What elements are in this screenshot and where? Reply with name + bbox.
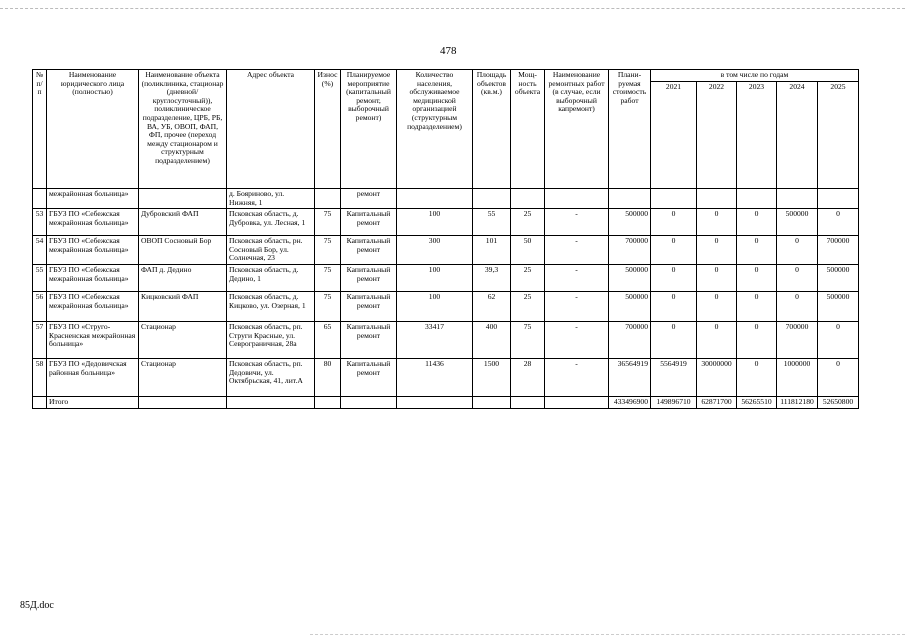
cell-wear: 75 xyxy=(315,236,341,265)
cell-2024: 500000 xyxy=(777,209,818,236)
cell-capacity: 25 xyxy=(511,264,545,291)
cell-2021: 0 xyxy=(651,264,697,291)
header-repair-works: Наименование ремонтных работ (в случае, если выборочный капремонт) xyxy=(545,70,609,189)
cell-2022: 30000000 xyxy=(697,358,737,396)
cell-2021: 0 xyxy=(651,209,697,236)
cell-2022: 0 xyxy=(697,291,737,321)
cell-population: 100 xyxy=(397,291,473,321)
total-cost: 433496900 xyxy=(609,396,651,408)
cell-address: Псковская область, рп. Дедовичи, ул. Октябрьская, 41, лит.А xyxy=(227,358,315,396)
scan-artifact-bottom xyxy=(310,634,905,635)
cell-legal: ГБУЗ ПО «Себежская межрайонная больница» xyxy=(47,264,139,291)
cell-2021: 0 xyxy=(651,321,697,358)
cell-object: Стационар xyxy=(139,358,227,396)
cell-num: 55 xyxy=(33,264,47,291)
cell-legal: ГБУЗ ПО «Себежская межрайонная больница» xyxy=(47,291,139,321)
cell-population: 100 xyxy=(397,264,473,291)
cell-2024: 0 xyxy=(777,291,818,321)
cell-2021: 0 xyxy=(651,291,697,321)
cell-population: 33417 xyxy=(397,321,473,358)
cell-capacity: 75 xyxy=(511,321,545,358)
cell-2023: 0 xyxy=(737,209,777,236)
cell-legal: ГБУЗ ПО «Себежская межрайонная больница» xyxy=(47,236,139,265)
cell-cost: 700000 xyxy=(609,236,651,265)
header-object-name: Наименование объекта (поликлиника, стационар (дневной/ круглосуточный)), поликлиническое подразделение, ЦРБ, РБ, ВА, УБ, ОВОП, ФАП, ФП, прочее (переход между стационаром и структурным подразделением) xyxy=(139,70,227,189)
cell-num: 57 xyxy=(33,321,47,358)
cell-2022: 0 xyxy=(697,236,737,265)
cell-2025: 500000 xyxy=(818,291,859,321)
cell-object: Дубровский ФАП xyxy=(139,209,227,236)
cell-2023: 0 xyxy=(737,264,777,291)
cell-object: ОВОП Сосновый Бор xyxy=(139,236,227,265)
cell-cost: 500000 xyxy=(609,291,651,321)
cell-address: Псковская область, рн. Сосновый Бор, ул. Солнечная, 23 xyxy=(227,236,315,265)
header-year-2022: 2022 xyxy=(697,82,737,189)
cell-2023: 0 xyxy=(737,358,777,396)
cell-cost: 500000 xyxy=(609,264,651,291)
header-year-2025: 2025 xyxy=(818,82,859,189)
repair-plan-table xyxy=(32,69,859,409)
header-num: № п/п xyxy=(33,70,47,189)
header-address: Адрес объекта xyxy=(227,70,315,189)
header-year-2023: 2023 xyxy=(737,82,777,189)
cell-num: 58 xyxy=(33,358,47,396)
cell-wear: 75 xyxy=(315,209,341,236)
cell-population: 100 xyxy=(397,209,473,236)
cell-works: - xyxy=(545,291,609,321)
cell-wear: 80 xyxy=(315,358,341,396)
header-cost: Плани-руемая стоимость работ xyxy=(609,70,651,189)
header-wear: Износ (%) xyxy=(315,70,341,189)
cell-address: Псковская область, д. Кицково, ул. Озерная, 1 xyxy=(227,291,315,321)
cell-area: 55 xyxy=(473,209,511,236)
cell-legal: ГБУЗ ПО «Струго-Красненская межрайонная больница» xyxy=(47,321,139,358)
cell-2023: 0 xyxy=(737,291,777,321)
cell-2025 xyxy=(818,189,859,209)
table-row xyxy=(33,358,859,396)
header-by-years: в том числе по годам xyxy=(651,70,859,82)
cell-address: д. Бояриново, ул. Нижняя, 1 xyxy=(227,189,315,209)
cell-address: Псковская область, д. Дубровка, ул. Лесная, 1 xyxy=(227,209,315,236)
page-number: 478 xyxy=(440,45,457,57)
cell-wear: 75 xyxy=(315,291,341,321)
cell-2022: 0 xyxy=(697,264,737,291)
cell-area xyxy=(473,189,511,209)
cell-planned: Капитальный ремонт xyxy=(341,358,397,396)
table-header xyxy=(33,70,859,189)
cell-object: Стационар xyxy=(139,321,227,358)
header-legal-name: Наименование юридического лица (полностью) xyxy=(47,70,139,189)
table-body xyxy=(33,189,859,409)
cell-cost: 700000 xyxy=(609,321,651,358)
cell-num: 53 xyxy=(33,209,47,236)
table-row xyxy=(33,189,859,209)
cell-planned: ремонт xyxy=(341,189,397,209)
cell-cost: 500000 xyxy=(609,209,651,236)
cell-2024: 1000000 xyxy=(777,358,818,396)
cell-capacity xyxy=(511,189,545,209)
cell-works: - xyxy=(545,358,609,396)
total-2022: 62871700 xyxy=(697,396,737,408)
cell-works: - xyxy=(545,236,609,265)
cell-planned: Капитальный ремонт xyxy=(341,236,397,265)
cell-2021: 0 xyxy=(651,236,697,265)
header-year-2024: 2024 xyxy=(777,82,818,189)
cell-area: 39,3 xyxy=(473,264,511,291)
table-row xyxy=(33,291,859,321)
cell-area: 400 xyxy=(473,321,511,358)
table-row xyxy=(33,209,859,236)
cell-legal: ГБУЗ ПО «Дедовичская районная больница» xyxy=(47,358,139,396)
cell-population: 300 xyxy=(397,236,473,265)
cell-2024 xyxy=(777,189,818,209)
table-row xyxy=(33,264,859,291)
cell-2022: 0 xyxy=(697,209,737,236)
cell-object xyxy=(139,189,227,209)
cell-num xyxy=(33,189,47,209)
cell-works: - xyxy=(545,321,609,358)
table-row xyxy=(33,321,859,358)
scan-artifact-top xyxy=(0,8,905,9)
cell-wear: 75 xyxy=(315,264,341,291)
cell-2022 xyxy=(697,189,737,209)
cell-capacity: 25 xyxy=(511,209,545,236)
header-planned: Планируемое мероприятие (капитальный ремонт, выборочный ремонт) xyxy=(341,70,397,189)
cell-2025: 0 xyxy=(818,321,859,358)
total-2021: 149896710 xyxy=(651,396,697,408)
cell-2023: 0 xyxy=(737,321,777,358)
table-row xyxy=(33,236,859,265)
cell-2021: 5564919 xyxy=(651,358,697,396)
cell-2025: 700000 xyxy=(818,236,859,265)
cell-cost xyxy=(609,189,651,209)
header-year-2021: 2021 xyxy=(651,82,697,189)
cell-area: 62 xyxy=(473,291,511,321)
cell-2024: 0 xyxy=(777,264,818,291)
cell-capacity: 50 xyxy=(511,236,545,265)
cell-object: ФАП д. Дедино xyxy=(139,264,227,291)
cell-works xyxy=(545,189,609,209)
cell-population xyxy=(397,189,473,209)
cell-address: Псковская область, рп. Струги Красные, ул. Севрограничная, 28а xyxy=(227,321,315,358)
cell-address: Псковская область, д. Дедино, 1 xyxy=(227,264,315,291)
cell-2021 xyxy=(651,189,697,209)
cell-legal: ГБУЗ ПО «Себежская межрайонная больница» xyxy=(47,209,139,236)
cell-planned: Капитальный ремонт xyxy=(341,321,397,358)
cell-2024: 700000 xyxy=(777,321,818,358)
cell-cost: 36564919 xyxy=(609,358,651,396)
footer-filename: 85Д.doc xyxy=(20,600,54,611)
cell-2024: 0 xyxy=(777,236,818,265)
cell-2025: 500000 xyxy=(818,264,859,291)
cell-area: 101 xyxy=(473,236,511,265)
cell-wear: 65 xyxy=(315,321,341,358)
cell-population: 11436 xyxy=(397,358,473,396)
cell-works: - xyxy=(545,264,609,291)
total-row xyxy=(33,396,859,408)
cell-planned: Капитальный ремонт xyxy=(341,264,397,291)
cell-capacity: 28 xyxy=(511,358,545,396)
cell-num: 54 xyxy=(33,236,47,265)
cell-2022: 0 xyxy=(697,321,737,358)
total-2023: 56265510 xyxy=(737,396,777,408)
cell-2025: 0 xyxy=(818,209,859,236)
total-2024: 111812180 xyxy=(777,396,818,408)
header-population: Количество населения, обслуживаемое медицинской организацией (структурным подразделением) xyxy=(397,70,473,189)
cell-num: 56 xyxy=(33,291,47,321)
cell-capacity: 25 xyxy=(511,291,545,321)
cell-2025: 0 xyxy=(818,358,859,396)
cell-works: - xyxy=(545,209,609,236)
cell-wear xyxy=(315,189,341,209)
total-2025: 52650800 xyxy=(818,396,859,408)
cell-planned: Капитальный ремонт xyxy=(341,209,397,236)
cell-planned: Капитальный ремонт xyxy=(341,291,397,321)
cell-object: Кицковский ФАП xyxy=(139,291,227,321)
cell-2023: 0 xyxy=(737,236,777,265)
header-area: Площадь объектов (кв.м.) xyxy=(473,70,511,189)
cell-legal: межрайонная больница» xyxy=(47,189,139,209)
cell-area: 1500 xyxy=(473,358,511,396)
cell-2023 xyxy=(737,189,777,209)
total-label: Итого xyxy=(47,396,139,408)
header-capacity: Мощ-ность объекта xyxy=(511,70,545,189)
